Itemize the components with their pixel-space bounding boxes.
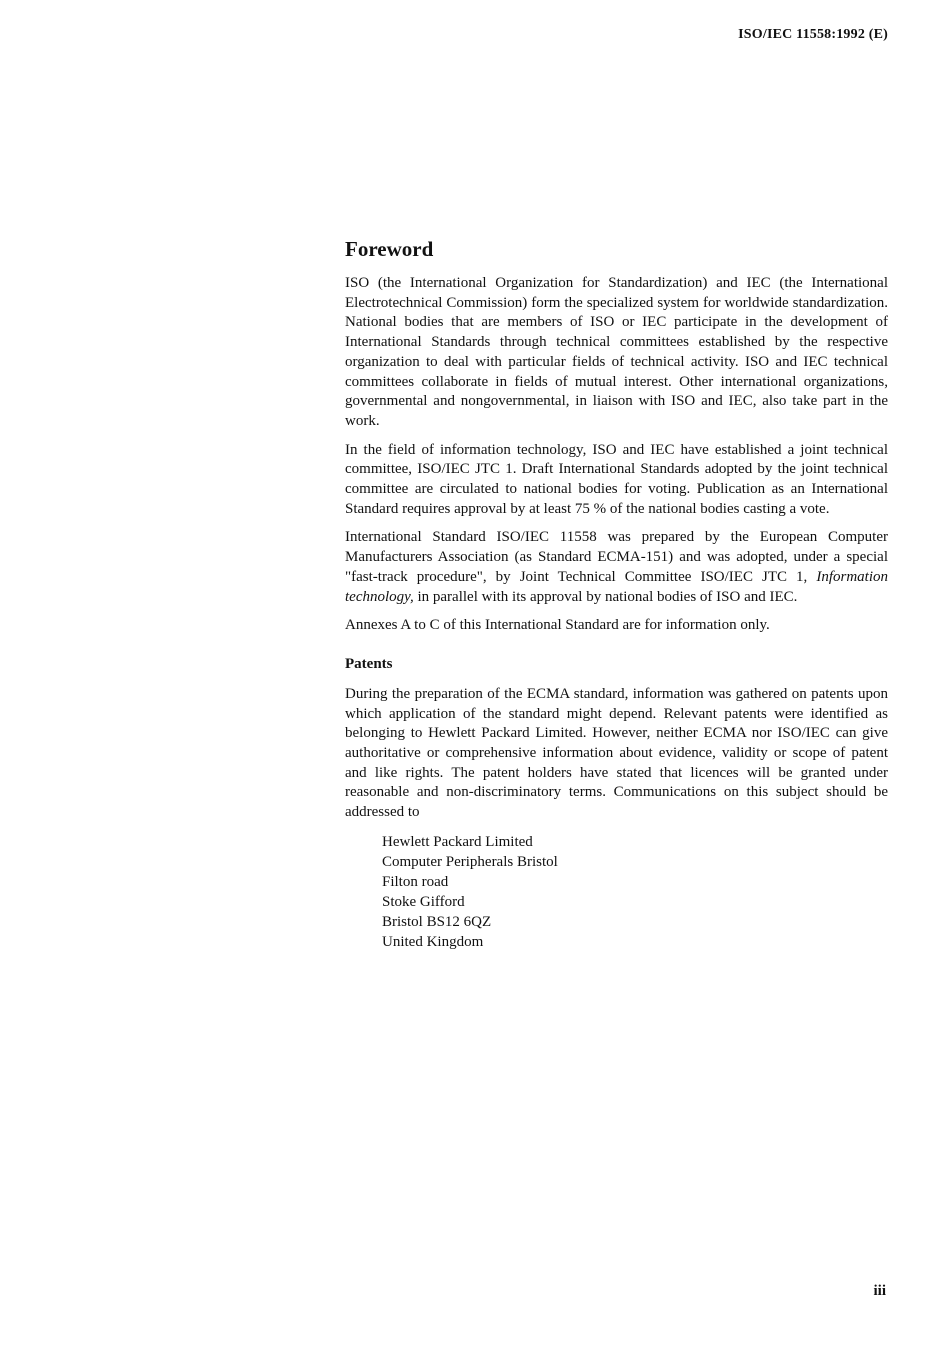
paragraph-3-italic-title: Information technology, — [345, 568, 888, 605]
document-id-header: ISO/IEC 11558:1992 (E) — [738, 27, 888, 42]
foreword-paragraph-4: Annexes A to C of this International Standard are for information only. — [345, 617, 770, 634]
patent-holder-address — [382, 832, 888, 952]
paragraph-3-text-start: International Standard ISO/IEC 11558 was prepared by the European Computer Manufacturers Association (as Standard ECMA-151) and was adopted, under a special "fast-track procedure", by Joint Technical Committee ISO/IEC JTC 1, — [345, 529, 888, 585]
foreword-title: Foreword — [345, 237, 434, 261]
foreword-section — [345, 235, 888, 952]
address-line: Computer Peripherals Bristol — [382, 853, 558, 870]
page-number: iii — [873, 1283, 886, 1299]
foreword-paragraph-1: ISO (the International Organization for Standardization) and IEC (the International Electrotechnical Commission) form the specialized system for worldwide standardization. National bodies that are members of ISO or IEC participate in the development of International Standards through technical committees established by the respective organization to deal with particular fields of technical activity. ISO and IEC technical committees collaborate in fields of mutual interest. Other international organizations, governmental and nongovernmental, in liaison with ISO and IEC, also take part in the work. — [345, 275, 888, 429]
address-line: Bristol BS12 6QZ — [382, 913, 492, 930]
address-line: Stoke Gifford — [382, 893, 465, 910]
patents-paragraph: During the preparation of the ECMA standard, information was gathered on patents upon which application of the standard might depend. Relevant patents were identified as belonging to Hewlett Packard Limited. However, neither ECMA nor ISO/IEC can give authoritative or comprehensive information about evidence, validity or scope of patent and like rights. The patent holders have stated that licences will be granted under reasonable and non-discriminatory terms. Communications on this subject should be addressed to — [345, 685, 888, 821]
paragraph-3-text-end: in parallel with its approval by national bodies of ISO and IEC. — [413, 588, 798, 605]
address-line: United Kingdom — [382, 933, 484, 950]
address-line: Filton road — [382, 873, 449, 890]
address-line: Hewlett Packard Limited — [382, 833, 533, 850]
patents-heading: Patents — [345, 655, 393, 672]
foreword-paragraph-2: In the field of information technology, ISO and IEC have established a joint technical committee, ISO/IEC JTC 1. Draft International Standards adopted by the joint technical committee are circulated to national bodies for voting. Publication as an International Standard requires approval by at least 75 % of the national bodies casting a vote. — [345, 441, 888, 517]
foreword-paragraph-3 — [345, 528, 888, 607]
